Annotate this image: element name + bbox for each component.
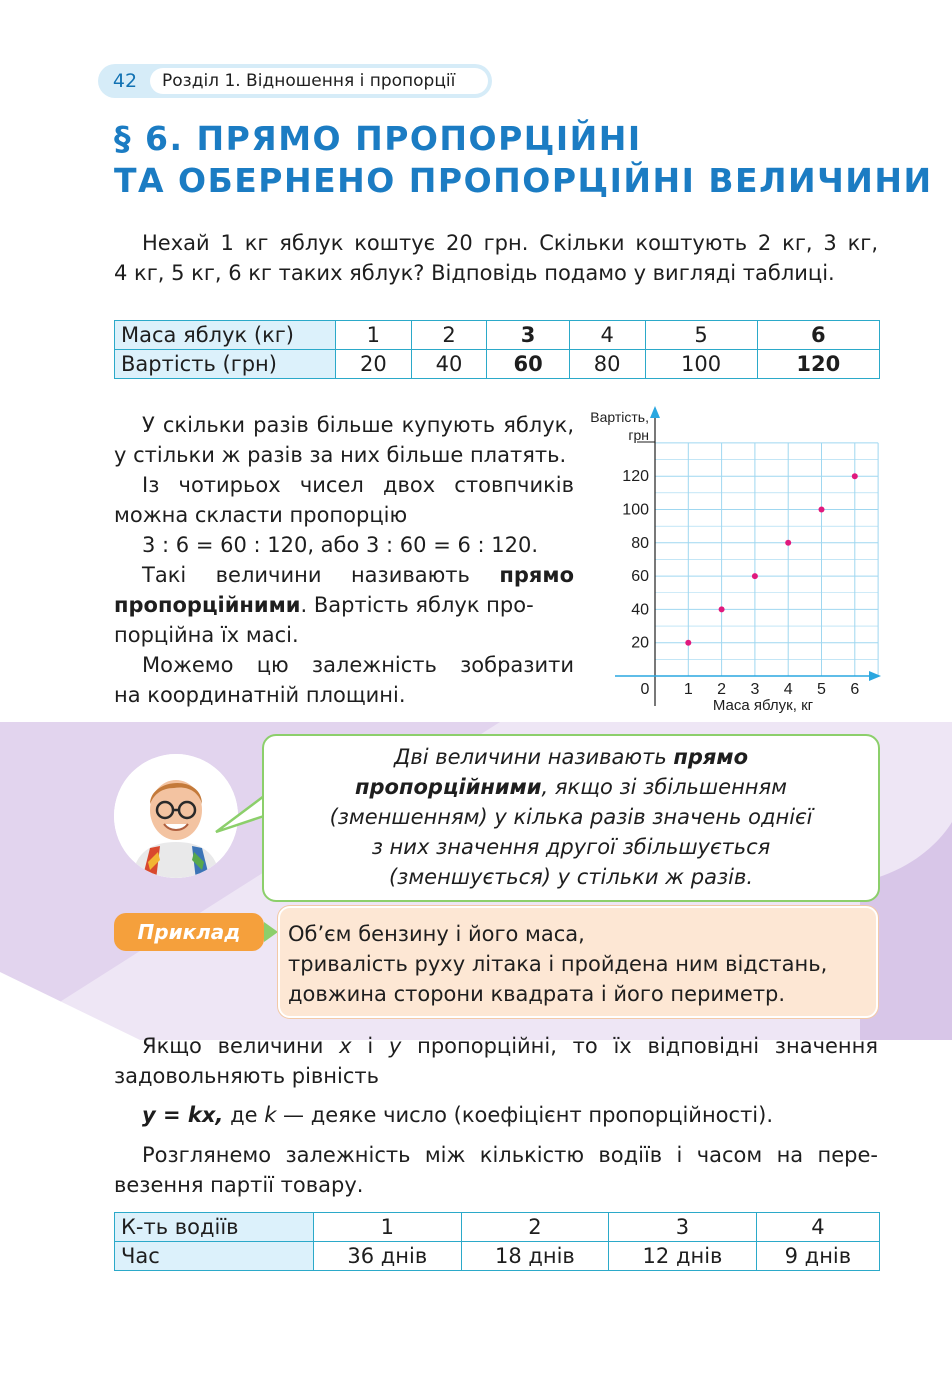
apples-table <box>114 320 880 379</box>
drivers-line-2: везення партії товару. <box>114 1173 364 1197</box>
page-number: 42 <box>112 70 138 92</box>
drivers-paragraph <box>114 1140 878 1200</box>
chapter-title: Розділ 1. Відношення і пропорції <box>162 71 456 91</box>
proportional-paragraph <box>114 1031 878 1091</box>
bold-term: прямо <box>673 745 748 769</box>
drivers-row1-label: К-ть водіїв <box>115 1213 314 1242</box>
table-cell: 100 <box>645 350 757 379</box>
definition-line <box>262 742 880 772</box>
explain-line: у стільки ж разів за них більше платять. <box>114 443 567 467</box>
data-point <box>719 606 725 612</box>
explain-line: можна скласти пропорцію <box>114 503 408 527</box>
y-tick-label: 100 <box>622 501 649 519</box>
example-badge: Приклад <box>114 913 264 951</box>
explain-line <box>114 560 574 590</box>
intro-line-1: Нехай 1 кг яблук коштує 20 грн. Скільки коштують 2 кг, 3 кг, <box>142 231 878 255</box>
x-axis-arrow-icon <box>869 671 881 681</box>
example-text <box>288 919 827 1009</box>
example-line: тривалість руху літака і пройдена ним відстань, <box>288 952 828 976</box>
x-axis-label: Маса яблук, кг <box>712 697 814 714</box>
section-title <box>114 118 933 202</box>
y-axis-label: грн <box>628 427 649 443</box>
y-tick-label: 80 <box>631 534 649 552</box>
table-cell: 1 <box>314 1213 462 1242</box>
text-span: і <box>351 1034 389 1058</box>
bold-term: прямо <box>499 563 574 587</box>
text-span: Такі величини називають <box>142 563 500 587</box>
data-point <box>685 640 691 646</box>
bold-term: пропорційними <box>355 775 542 799</box>
x-tick-label: 5 <box>817 681 826 698</box>
x-tick-label: 3 <box>750 681 760 698</box>
table-cell: 9 днів <box>756 1242 879 1271</box>
intro-line-2: 4 кг, 5 кг, 6 кг таких яблук? Відповідь подамо у вигляді таблиці. <box>114 261 835 285</box>
y-tick-label: 60 <box>631 568 649 586</box>
formula <box>142 1100 773 1130</box>
text-span: Дві величини називають <box>393 745 674 769</box>
table-cell: 2 <box>461 1213 609 1242</box>
table-row <box>115 321 880 350</box>
y-tick-label: 120 <box>622 468 649 486</box>
text-span: — деяке число (коефіцієнт пропорційності). <box>276 1103 774 1127</box>
definition-line <box>262 772 880 802</box>
table-cell: 80 <box>569 350 645 379</box>
x-tick-label: 6 <box>850 681 860 698</box>
example-line: Об’єм бензину і його маса, <box>288 922 585 946</box>
section-title-line-2: ТА ОБЕРНЕНО ПРОПОРЦІЙНІ ВЕЛИЧИНИ <box>114 161 933 200</box>
definition-line: з них значення другої збільшується <box>371 835 771 859</box>
data-point <box>852 473 858 479</box>
variable-y: y <box>388 1034 402 1058</box>
table-cell: 4 <box>756 1213 879 1242</box>
table-cell: 40 <box>411 350 487 379</box>
drivers-row2-label: Час <box>115 1242 314 1271</box>
text-span: Якщо величини <box>142 1034 340 1058</box>
table-cell: 1 <box>336 321 412 350</box>
explain-line: Можемо цю залежність зобразити <box>142 653 574 677</box>
proportion-line: 3 : 6 = 60 : 120, або 3 : 60 = 6 : 120. <box>142 533 539 557</box>
explain-line: порційна їх масі. <box>114 623 299 647</box>
proportional-line-2: задовольняють рівність <box>114 1064 380 1088</box>
explain-line: Із чотирьох чисел двох стовпчиків <box>142 473 574 497</box>
y-tick-label: 20 <box>631 634 649 652</box>
table-cell: 120 <box>757 350 879 379</box>
explain-line: на координатній площині. <box>114 683 406 707</box>
y-axis-label: Вартість, <box>590 409 649 425</box>
variable-x: x <box>339 1034 352 1058</box>
intro-paragraph <box>114 228 878 288</box>
definition-text <box>262 742 880 892</box>
table-cell: 2 <box>411 321 487 350</box>
chart-axes <box>615 406 881 706</box>
table-cell: 4 <box>569 321 645 350</box>
variable-k: k <box>264 1103 277 1127</box>
data-point <box>785 540 791 546</box>
chart-ticks <box>622 468 859 698</box>
definition-line: (зменшенням) у кілька разів значень однієї <box>329 805 813 829</box>
cost-chart <box>585 404 885 714</box>
apples-row1-label: Маса яблук (кг) <box>115 321 336 350</box>
bold-term: пропорційними <box>114 593 301 617</box>
table-row <box>115 350 880 379</box>
proportional-line-1 <box>114 1031 878 1061</box>
formula-expression: y = kx, <box>142 1103 224 1127</box>
table-cell: 12 днів <box>609 1242 757 1271</box>
origin-label: 0 <box>640 681 650 698</box>
data-point <box>752 573 758 579</box>
explain-line: У скільки разів більше купують яблук, <box>142 413 574 437</box>
text-span: . Вартість яблук про- <box>300 593 534 617</box>
explain-text <box>114 410 574 710</box>
table-row <box>115 1242 880 1271</box>
definition-line: (зменшується) у стільки ж разів. <box>388 865 754 889</box>
table-cell: 6 <box>757 321 879 350</box>
y-tick-label: 40 <box>631 601 649 619</box>
table-cell: 3 <box>609 1213 757 1242</box>
apples-row2-label: Вартість (грн) <box>115 350 336 379</box>
explain-line <box>114 590 574 620</box>
table-row <box>115 1213 880 1242</box>
table-cell: 18 днів <box>461 1242 609 1271</box>
section-title-line-1: § 6. ПРЯМО ПРОПОРЦІЙНІ <box>114 119 642 158</box>
x-tick-label: 1 <box>683 681 693 698</box>
x-tick-label: 4 <box>783 681 793 698</box>
table-cell: 60 <box>487 350 569 379</box>
drivers-table <box>114 1212 880 1271</box>
example-line: довжина сторони квадрата і його периметр. <box>288 982 786 1006</box>
text-span: , якщо зі збільшенням <box>541 775 787 799</box>
text-span: пропорційні, то їх відповідні значення <box>401 1034 878 1058</box>
drivers-line-1: Розглянемо залежність між кількістю водіїв і часом на пере- <box>142 1143 878 1167</box>
table-cell: 5 <box>645 321 757 350</box>
x-tick-label: 2 <box>717 681 727 698</box>
data-point <box>819 507 825 513</box>
table-cell: 3 <box>487 321 569 350</box>
text-span: де <box>223 1103 265 1127</box>
table-cell: 36 днів <box>314 1242 462 1271</box>
y-axis-arrow-icon <box>650 406 660 418</box>
table-cell: 20 <box>336 350 412 379</box>
